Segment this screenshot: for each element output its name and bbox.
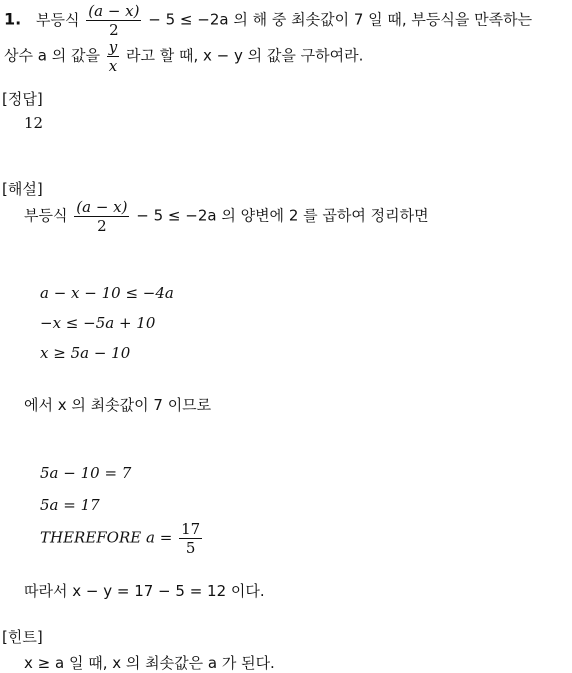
- fraction-denominator: 2: [109, 21, 119, 39]
- fraction-denominator: x: [108, 57, 118, 75]
- hint-text: x ≥ a 일 때, x 의 최솟값은 a 가 된다.: [24, 654, 275, 672]
- hint-header: [힌트]: [2, 628, 43, 646]
- fraction-denominator: 2: [97, 217, 107, 235]
- fraction-numerator: (a − x): [76, 198, 128, 216]
- answer-value: 12: [24, 114, 44, 132]
- equation-step: 5a = 17: [40, 496, 100, 514]
- therefore-fraction: [179, 520, 202, 557]
- problem-line2-fraction: [107, 38, 119, 75]
- fraction-denominator: 5: [185, 539, 196, 557]
- equation-step: a − x − 10 ≤ −4a: [40, 284, 174, 302]
- solution-conclusion: 따라서 x − y = 17 − 5 = 12 이다.: [24, 582, 265, 600]
- solution-intro-text: 부등식: [24, 206, 68, 225]
- problem-line2-text-end: 라고 할 때, x − y 의 값을 구하여라.: [126, 46, 364, 65]
- therefore-line: [40, 520, 204, 557]
- solution-intro-fraction: [74, 198, 129, 235]
- fraction-numerator: (a − x): [88, 2, 140, 20]
- problem-line2-text: 상수 a 의 값을: [4, 46, 100, 65]
- problem-fraction: [86, 2, 141, 39]
- equation-step: 5a − 10 = 7: [40, 464, 132, 482]
- fraction-numerator: 17: [181, 520, 201, 538]
- therefore-text: THEREFORE a =: [40, 528, 173, 547]
- equation-step: x ≥ 5a − 10: [40, 344, 131, 362]
- problem-number: 1.: [4, 9, 22, 29]
- problem-text: 부등식: [36, 10, 80, 29]
- solution-intro: [24, 198, 429, 235]
- equation-step: −x ≤ −5a + 10: [40, 314, 156, 332]
- solution-intro-text-end: − 5 ≤ −2a 의 양변에 2 를 곱하여 정리하면: [136, 206, 429, 225]
- answer-header: [정답]: [2, 90, 43, 108]
- solution-header: [해설]: [2, 180, 43, 198]
- fraction-numerator: y: [108, 38, 118, 56]
- problem-line-2: [4, 38, 363, 75]
- solution-middle-text: 에서 x 의 최솟값이 7 이므로: [24, 396, 212, 414]
- problem-line-1: [4, 2, 532, 39]
- problem-text-continued: − 5 ≤ −2a 의 해 중 최솟값이 7 일 때, 부등식을 만족하는: [148, 10, 533, 29]
